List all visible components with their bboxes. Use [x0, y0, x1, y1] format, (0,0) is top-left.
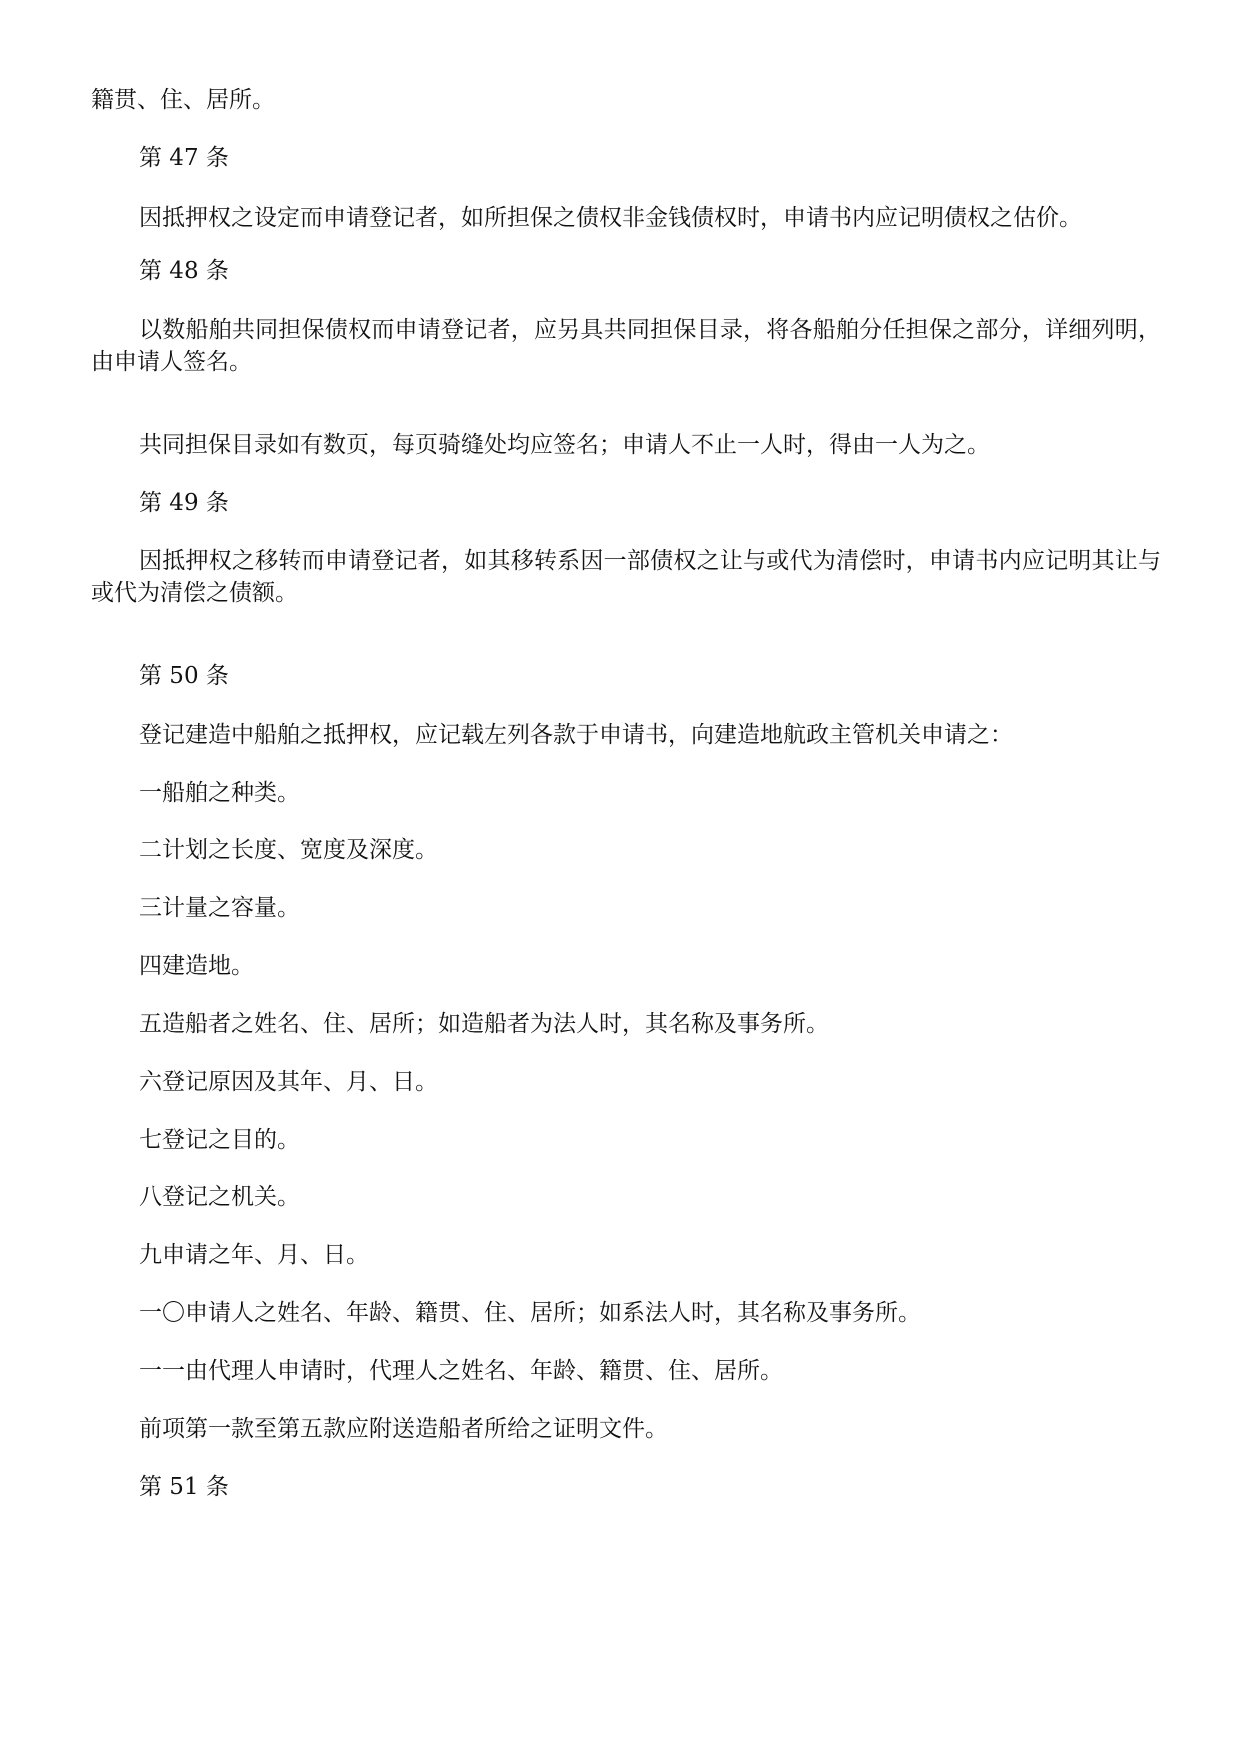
list-item: 七登记之目的。 [139, 1127, 300, 1153]
list-item: 八登记之机关。 [139, 1184, 300, 1210]
list-item: 五造船者之姓名、住、居所；如造船者为法人时，其名称及事务所。 [139, 1011, 829, 1037]
article-heading-48: 第 48 条 [139, 258, 229, 284]
article-heading-50: 第 50 条 [139, 663, 229, 689]
paragraph: 登记建造中船舶之抵押权，应记载左列各款于申请书，向建造地航政主管机关申请之： [139, 722, 1013, 748]
list-item: 六登记原因及其年、月、日。 [139, 1069, 438, 1095]
paragraph: 以数船舶共同担保债权而申请登记者，应另具共同担保目录，将各船舶分任担保之部分，详细列明，由申请人签名。 [91, 317, 1161, 375]
paragraph: 因抵押权之移转而申请登记者，如其移转系因一部债权之让与或代为清偿时，申请书内应记明其让与或代为清偿之债额。 [91, 548, 1161, 606]
list-item: 一〇申请人之姓名、年龄、籍贯、住、居所；如系法人时，其名称及事务所。 [139, 1300, 921, 1326]
list-item: 二计划之长度、宽度及深度。 [139, 837, 438, 863]
list-item: 一船舶之种类。 [139, 780, 300, 806]
article-heading-49: 第 49 条 [139, 490, 229, 516]
list-item: 四建造地。 [139, 953, 254, 979]
article-heading-47: 第 47 条 [139, 145, 229, 171]
paragraph: 因抵押权之设定而申请登记者，如所担保之债权非金钱债权时，申请书内应记明债权之估价。 [139, 205, 1082, 231]
list-item: 一一由代理人申请时，代理人之姓名、年龄、籍贯、住、居所。 [139, 1358, 783, 1384]
list-item: 九申请之年、月、日。 [139, 1242, 369, 1268]
article-heading-51: 第 51 条 [139, 1474, 229, 1500]
paragraph-continuation: 籍贯、住、居所。 [91, 87, 275, 113]
paragraph: 前项第一款至第五款应附送造船者所给之证明文件。 [139, 1416, 668, 1442]
paragraph: 共同担保目录如有数页，每页骑缝处均应签名；申请人不止一人时，得由一人为之。 [139, 432, 990, 458]
list-item: 三计量之容量。 [139, 895, 300, 921]
